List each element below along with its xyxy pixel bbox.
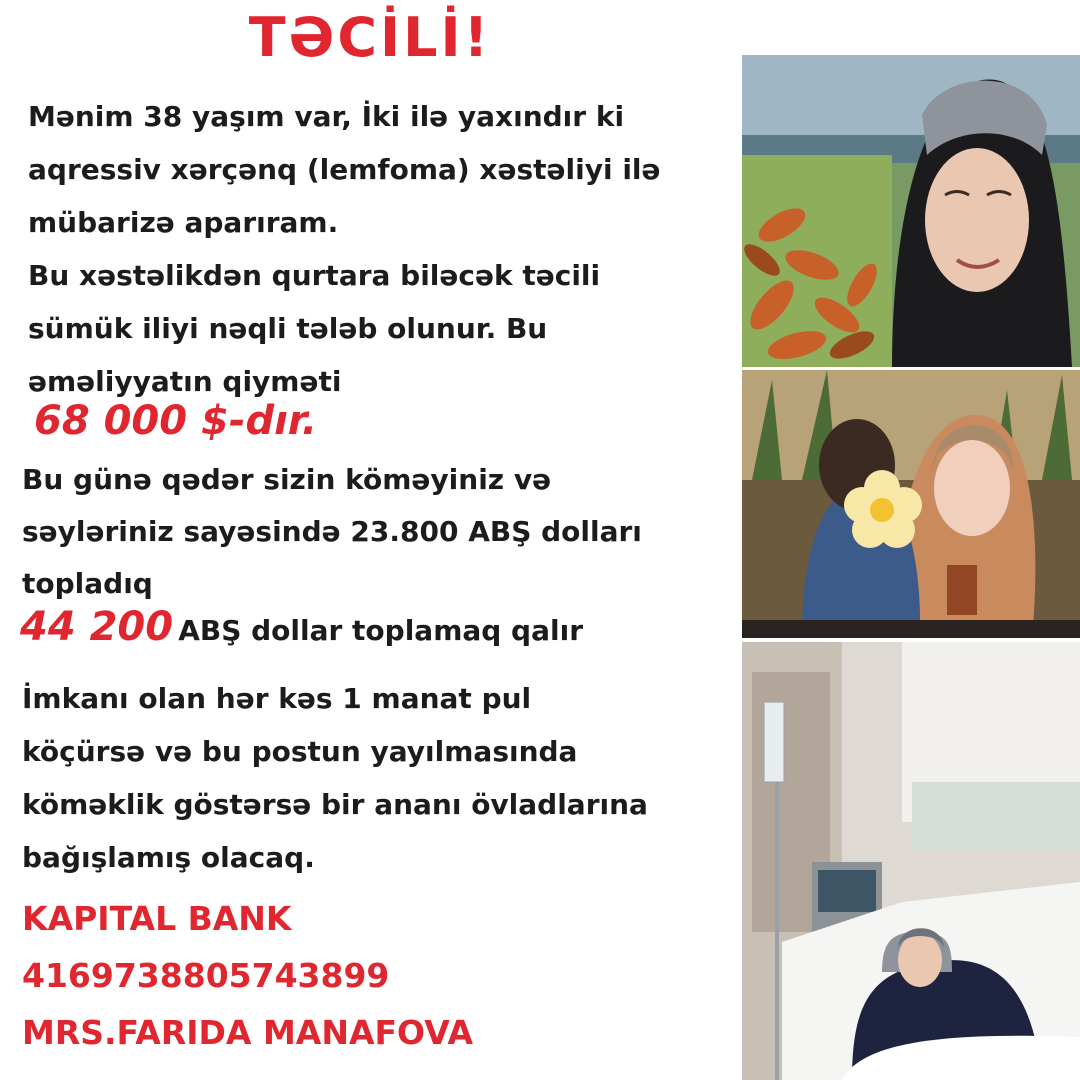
intro-line: aqressiv xərçənq (lemfoma) xəstəliyi ilə <box>28 153 661 186</box>
remaining-text: ABŞ dollar toplamaq qalır <box>178 614 583 647</box>
hospital-photo <box>742 642 1080 1080</box>
appeal-line: köçürsə və bu postun yayılmasında <box>22 735 578 768</box>
progress-line: topladıq <box>22 567 153 600</box>
remaining-amount-line <box>20 604 583 650</box>
intro-line: əməliyyatın qiyməti <box>28 365 342 398</box>
card-number: 4169738805743899 <box>22 956 390 995</box>
family-photo <box>742 370 1080 638</box>
intro-line: Mənim 38 yaşım var, İki ilə yaxındır ki <box>28 100 625 133</box>
progress-line: Bu günə qədər sizin köməyiniz və <box>22 463 552 496</box>
bank-name: KAPITAL BANK <box>22 899 292 938</box>
headline-title: TƏCİLİ! <box>248 6 492 69</box>
appeal-paragraph <box>22 672 737 884</box>
intro-line: Bu xəstəlikdən qurtara biləcək təcili <box>28 259 601 292</box>
portrait-photo <box>742 55 1080 367</box>
intro-line: sümük iliyi nəqli tələb olunur. Bu <box>28 312 548 345</box>
progress-paragraph <box>22 454 737 610</box>
appeal-line: İmkanı olan hər kəs 1 manat pul <box>22 682 532 715</box>
intro-paragraph <box>28 90 743 408</box>
progress-line: səyləriniz sayəsində 23.800 ABŞ dolları <box>22 515 642 548</box>
bank-details <box>22 890 473 1061</box>
remaining-amount: 44 200 <box>20 604 174 650</box>
appeal-line: bağışlamış olacaq. <box>22 841 315 874</box>
account-holder: MRS.FARIDA MANAFOVA <box>22 1013 474 1052</box>
appeal-line: köməklik göstərsə bir ananı övladlarına <box>22 788 648 821</box>
price-amount: 68 000 $-dır. <box>34 398 318 444</box>
intro-line: mübarizə aparıram. <box>28 206 339 239</box>
